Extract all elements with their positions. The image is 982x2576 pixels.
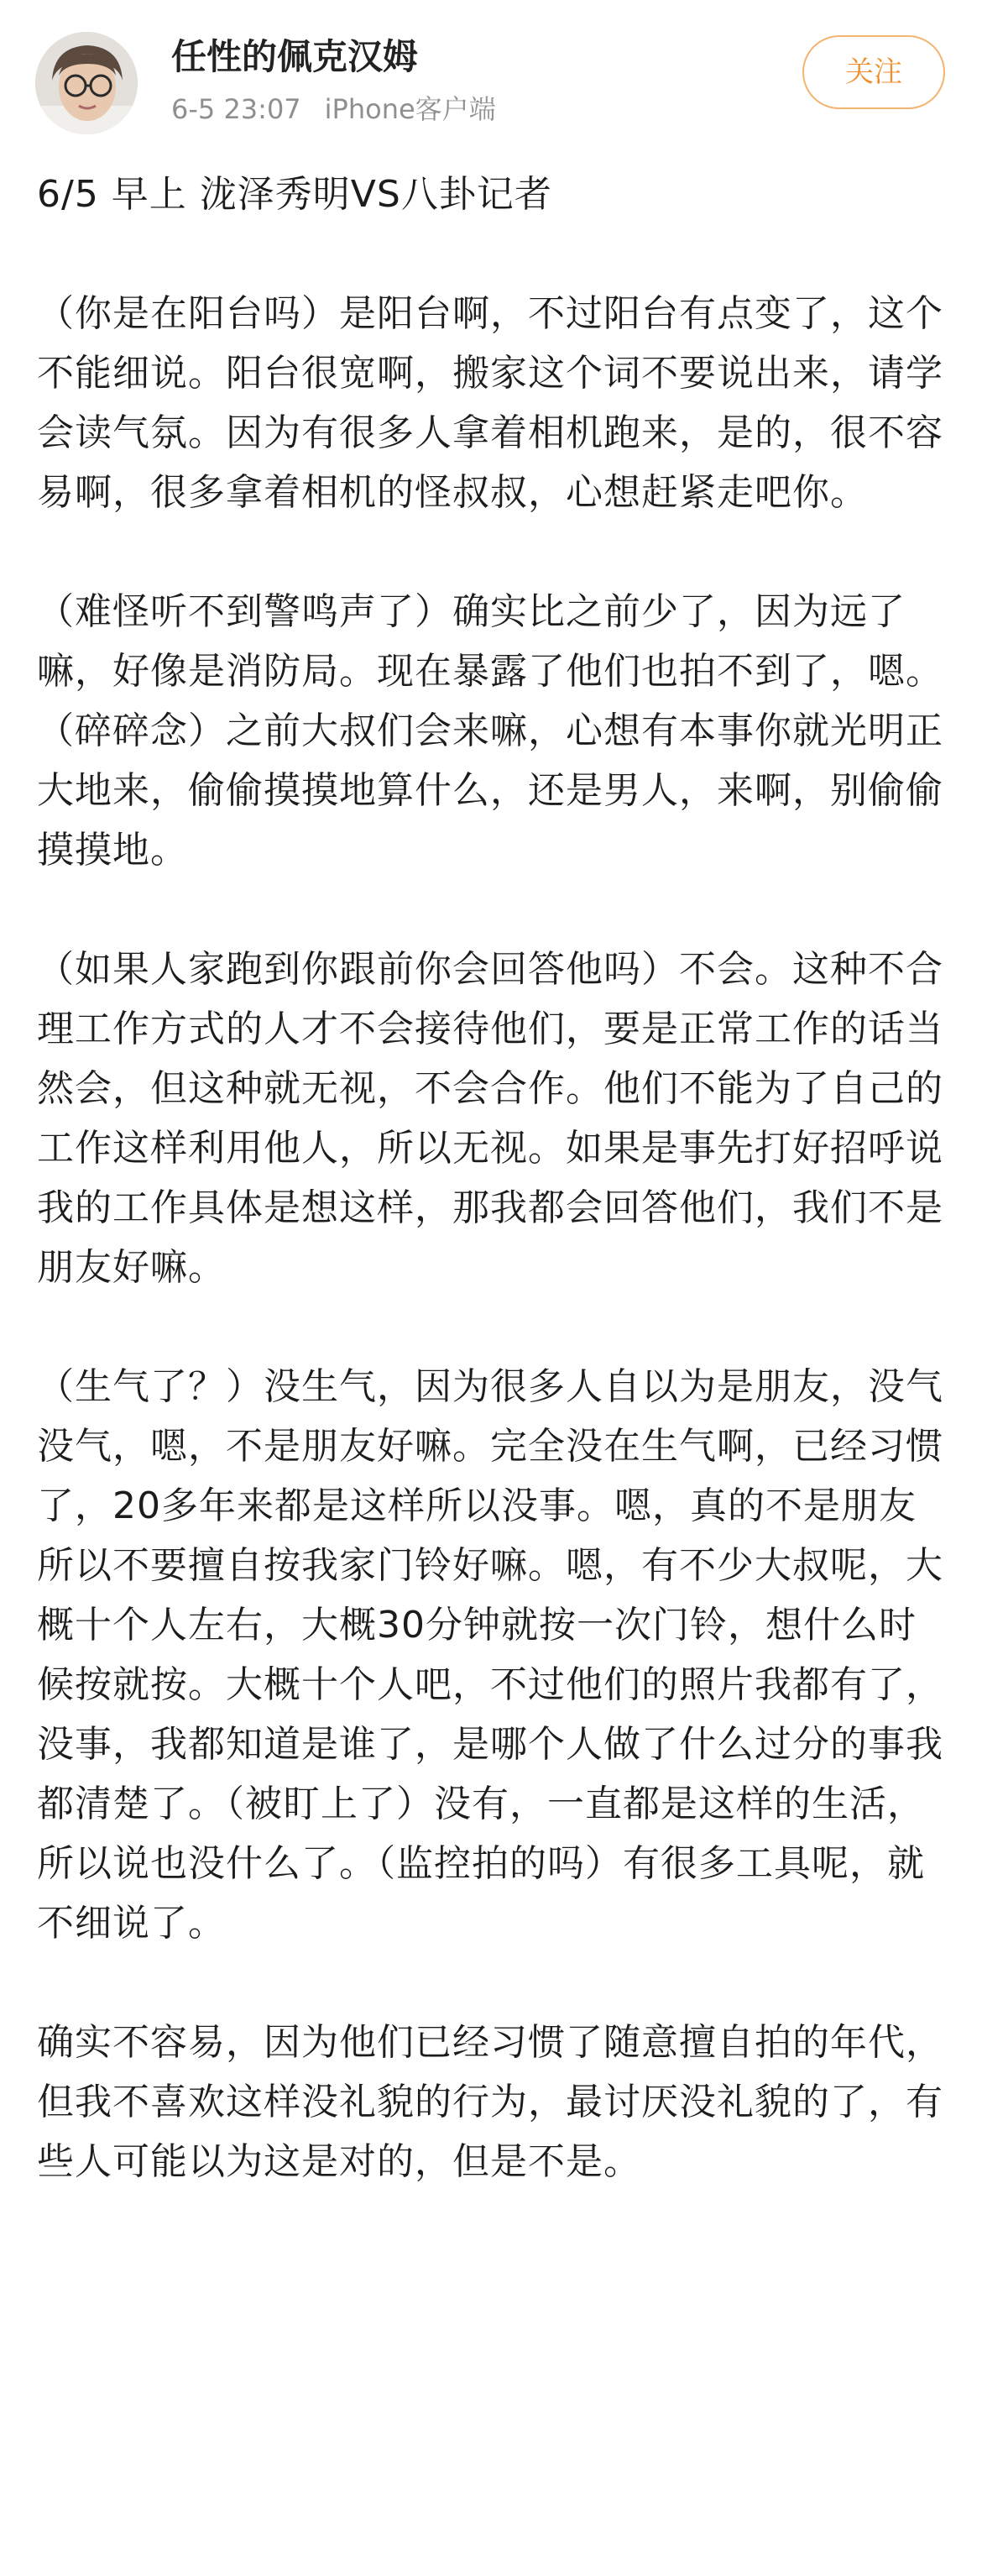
post-paragraph-1: （你是在阳台吗）是阳台啊，不过阳台有点变了，这个不能细说。阳台很宽啊，搬家这个词不要说出来，请学会读气氛。因为有很多人拿着相机跑来，是的，很不容易啊，很多拿着相机的怪叔叔，心想赶紧走吧你。: [37, 292, 943, 514]
post-paragraph-4: （生气了？）没生气，因为很多人自以为是朋友，没气没气，嗯，不是朋友好嘛。完全没在生气啊，已经习惯了，20多年来都是这样所以没事。嗯，真的不是朋友所以不要擅自按我家门铃好嘛。嗯，有不少大叔呢，大概十个人左右，大概30分钟就按一次门铃，想什么时候按就按。大概十个人吧，不过他们的照片我都有了，没事，我都知道是谁了，是哪个人做了什么过分的事我都清楚了。（被盯上了）没有，一直都是这样的生活，所以说也没什么了。（监控拍的吗）有很多工具呢，就不细说了。: [37, 1365, 943, 1945]
post-paragraph-3: （如果人家跑到你跟前你会回答他吗）不会。这种不合理工作方式的人才不会接待他们，要是正常工作的话当然会，但这种就无视，不会合作。他们不能为了自己的工作这样利用他人，所以无视。如果是事先打好招呼说我的工作具体是想这样，那我都会回答他们，我们不是朋友好嘛。: [37, 948, 943, 1289]
follow-button[interactable]: 关注: [802, 35, 945, 109]
post-body: [37, 165, 952, 2251]
author-name[interactable]: 任性的佩克汉姆: [171, 36, 419, 77]
post-meta: [171, 92, 496, 126]
post-paragraph-5: 确实不容易，因为他们已经习惯了随意擅自拍的年代，但我不喜欢这样没礼貌的行为，最讨厌没礼貌的了，有些人可能以为这是对的，但是不是。: [37, 2021, 943, 2183]
post-timestamp: 6-5 23:07: [171, 93, 301, 125]
avatar[interactable]: [35, 32, 138, 134]
post-paragraph-2: （难怪听不到警鸣声了）确实比之前少了，因为远了嘛，好像是消防局。现在暴露了他们也拍不到了，嗯。（碎碎念）之前大叔们会来嘛，心想有本事你就光明正大地来，偷偷摸摸地算什么，还是男人，来啊，别偷偷摸摸地。: [37, 590, 943, 872]
avatar-image: [35, 32, 138, 134]
post-client: iPhone客户端: [324, 93, 496, 125]
post-header: [0, 0, 982, 160]
post-title: 6/5 早上 泷泽秀明VS八卦记者: [37, 173, 552, 216]
